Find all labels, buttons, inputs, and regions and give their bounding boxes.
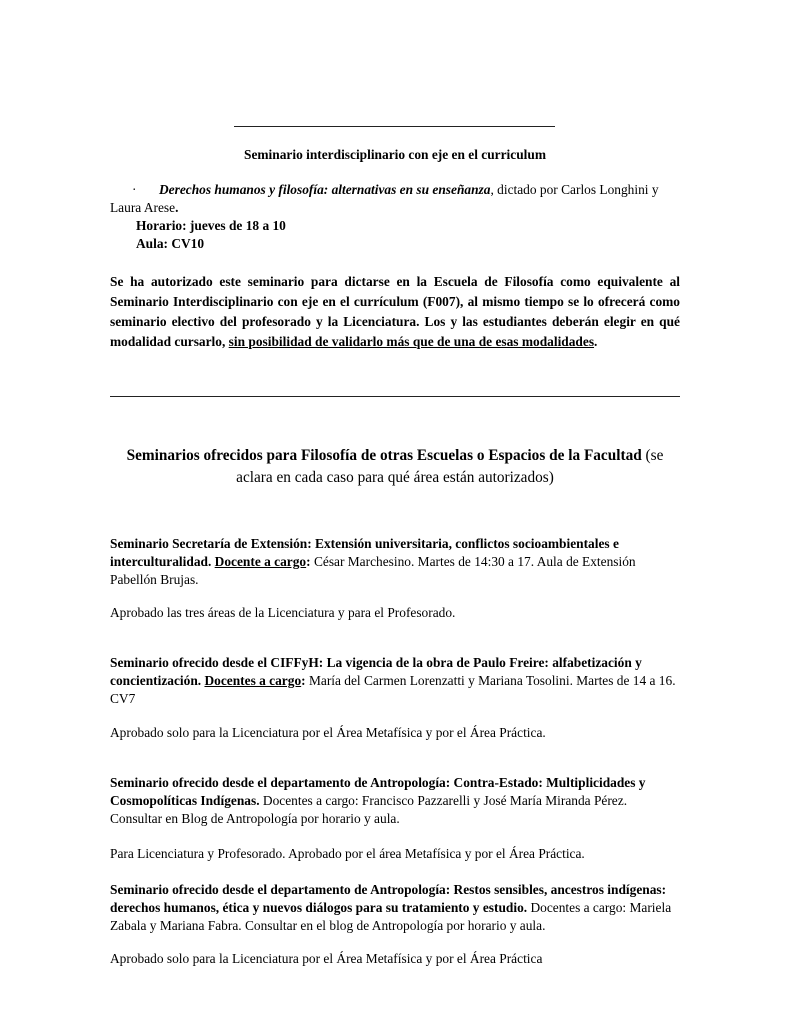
seminar-4 [110, 881, 680, 935]
section2-heading [110, 445, 680, 489]
seminar-1-details: César Marchesino. Martes de 14:30 a 17. Aula de Extensión Pabellón Brujas. [110, 554, 636, 587]
bullet: · [132, 182, 137, 197]
course-line [110, 181, 680, 217]
seminar-1 [110, 535, 680, 589]
seminar-1-description [110, 535, 680, 589]
seminar-2-title: Seminario ofrecido desde el CIFFyH: La vigencia de la obra de Paulo Freire: alfabetización y concientización. [110, 655, 642, 688]
top-divider [234, 126, 555, 127]
note-underlined: sin posibilidad de validarlo más que de una de esas modalidades [228, 334, 595, 349]
seminar-2-colon: : [301, 673, 306, 688]
seminar-4-approval-text: Aprobado solo para la Licenciatura por el Área Metafísica y por el Área Práctica [110, 951, 543, 966]
horario: Horario: jueves de 18 a 10 [136, 218, 286, 233]
seminar-2-approval [110, 724, 680, 742]
course-title: Derechos humanos y filosofía: alternativas en su enseñanza [159, 182, 491, 197]
section-title [110, 146, 680, 164]
section-divider [110, 396, 680, 397]
seminar-1-docente-label: Docente a cargo [214, 554, 307, 569]
seminar-2-description [110, 654, 680, 708]
course-entry [110, 181, 680, 253]
seminar-3 [110, 774, 680, 828]
note-end: . [594, 334, 598, 349]
seminar-1-approval [110, 604, 680, 622]
seminar-1-title: Seminario Secretaría de Extensión: Extensión universitaria, conflictos socioambientales e interculturalidad. [110, 536, 619, 569]
aula: Aula: CV10 [136, 236, 205, 251]
seminar-2-docente-label: Docentes a cargo [204, 673, 302, 688]
seminar-3-title: Seminario ofrecido desde el departamento de Antropología: Contra-Estado: Multiplicidades y Cosmopolíticas Indígenas. [110, 775, 646, 808]
seminar-2 [110, 654, 680, 708]
authorization-note [110, 272, 680, 352]
course-period: . [175, 200, 179, 215]
horario-line [110, 217, 680, 235]
seminar-4-title: Seminario ofrecido desde el departamento de Antropología: Restos sensibles, ancestros indígenas: derechos humanos, ética y nuevos diálogos para su tratamiento y estudio. [110, 882, 667, 915]
seminar-3-details: Docentes a cargo: Francisco Pazzarelli y José María Miranda Pérez. Consultar en Blog de Antropología por horario y aula. [110, 793, 628, 826]
section-title-text: Seminario interdisciplinario con eje en el curriculum [244, 147, 546, 162]
section2-heading-bold: Seminarios ofrecidos para Filosofía de otras Escuelas o Espacios de la Facultad [126, 447, 642, 464]
seminar-1-colon: : [306, 554, 311, 569]
aula-line [110, 235, 680, 253]
seminar-4-approval [110, 950, 680, 968]
seminar-2-approval-text: Aprobado solo para la Licenciatura por el Área Metafísica y por el Área Práctica. [110, 725, 546, 740]
seminar-3-description [110, 774, 680, 828]
note-main: Se ha autorizado este seminario para dictarse en la Escuela de Filosofía como equivalente al Seminario Interdisciplinario con eje en el currículum (F007), al mismo tiempo se lo ofrecerá como seminario electivo del profesorado y la Licenciatura. Los y las estudiantes deberán elegir en qué modalidad cursarlo, [110, 274, 680, 349]
seminar-3-approval-text: Para Licenciatura y Profesorado. Aprobado por el área Metafísica y por el Área Práctica. [110, 846, 585, 861]
course-by: , dictado por Carlos Longhini y Laura Arese [110, 182, 659, 215]
seminar-2-details: María del Carmen Lorenzatti y Mariana Tosolini. Martes de 14 a 16. CV7 [110, 673, 676, 706]
seminar-1-approval-text: Aprobado las tres áreas de la Licenciatura y para el Profesorado. [110, 605, 456, 620]
seminar-4-details: Docentes a cargo: Mariela Zabala y Mariana Fabra. Consultar en el blog de Antropología por horario y aula. [110, 900, 672, 933]
section2-heading-rest: (se aclara en cada caso para qué área están autorizados) [236, 447, 664, 486]
seminar-4-description [110, 881, 680, 935]
seminar-3-approval [110, 845, 680, 863]
